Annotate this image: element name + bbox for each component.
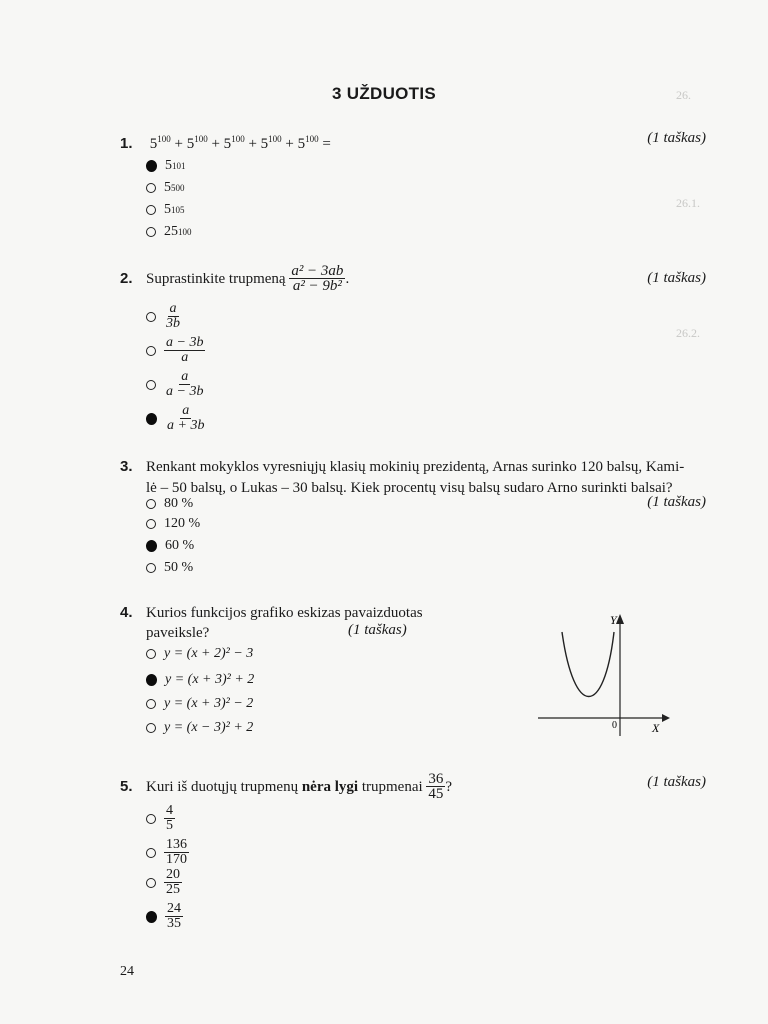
option-2c[interactable]: $\frac{a}{a - 3b}$ [146,370,205,399]
origin-label: 0 [612,720,617,731]
question-fraction: $\frac{\text{a² − 3ab}}{\text{a² − 9b²}}$ [291,263,344,294]
answer-bubble-filled[interactable] [146,160,157,172]
answer-bubble-filled[interactable] [146,413,157,425]
answer-bubble[interactable] [146,312,156,322]
question-stem-line1: Kurios funkcijos grafiko eskizas pavaizduotas [146,605,423,621]
option-1b[interactable]: 5 500 [146,180,185,196]
answer-bubble[interactable] [146,227,156,237]
option-2b[interactable]: $\frac{a - 3b}{a}$ [146,336,205,365]
points-label: (1 taškas) [647,130,706,146]
y-axis-label: Y [610,613,617,627]
answer-bubble[interactable] [146,205,156,215]
question-number: 4. [120,604,133,621]
page-number: 24 [120,964,134,979]
option-2d[interactable]: $\frac{a}{a + 3b}$ [146,404,206,433]
question-number: 3. [120,458,133,475]
answer-bubble[interactable] [146,499,156,509]
x-axis-label: X [652,721,660,735]
option-4a[interactable]: y = (x + 2)² − 3 [146,646,253,662]
answer-bubble[interactable] [146,346,156,356]
answer-bubble[interactable] [146,183,156,193]
option-5c[interactable]: $\frac{20}{25}$ [146,868,182,897]
option-4b[interactable]: y = (x + 3)² + 2 [146,672,254,688]
answer-bubble[interactable] [146,649,156,659]
answer-bubble[interactable] [146,848,156,858]
answer-bubble[interactable] [146,563,156,573]
question-stem-line2: lė – 50 balsų, o Lukas – 30 balsų. Kiek procentų visų balsų sudaro Arno surinkti balsai? [146,480,673,496]
question-stem-line2: paveiksle? [146,625,210,641]
y-axis-arrow [616,614,624,624]
option-3b[interactable]: 120 % [146,516,200,532]
option-5b[interactable]: $\frac{136}{170}$ [146,838,189,867]
answer-bubble[interactable] [146,519,156,529]
option-3a[interactable]: 80 % [146,496,193,512]
answer-bubble-filled[interactable] [146,911,157,923]
option-5d[interactable]: $\frac{24}{35}$ [146,902,183,931]
option-4c[interactable]: y = (x + 3)² − 2 [146,696,253,712]
question-1 [120,128,331,155]
option-4d[interactable]: y = (x − 3)² + 2 [146,720,253,736]
x-axis-arrow [662,714,670,722]
option-2a[interactable]: $\frac{a}{3b}$ [146,302,182,331]
question-4 [120,602,423,624]
option-1d[interactable]: 25 100 [146,224,192,240]
question-stem: $5^{100} + 5^{100} + 5^{100} + 5^{100} + 5^{100}$ = [149,134,331,152]
answer-bubble[interactable] [146,699,156,709]
parabola-graph [534,608,674,738]
question-number: 5. [120,777,133,795]
points-label: (1 taškas) [348,622,407,638]
answer-bubble-filled[interactable] [146,540,157,552]
question-number: 2. [120,269,133,287]
question-3 [120,456,684,478]
answer-bubble[interactable] [146,814,156,824]
emphasis-text: nėra lygi [301,778,359,795]
answer-bubble-filled[interactable] [146,674,157,686]
question-number: 1. [120,135,133,152]
option-3c[interactable]: 60 % [146,538,194,554]
points-label: (1 taškas) [647,494,706,510]
option-5a[interactable]: $\frac{4}{5}$ [146,804,175,833]
question-stem: Suprastinkite trupmeną [146,270,286,287]
answer-bubble[interactable] [146,723,156,733]
points-label: (1 taškas) [647,270,706,286]
option-1a[interactable]: 5 101 [146,158,186,174]
question-2: 2. Suprastinkite trupmeną $\frac{\text{a² − 3ab}}{\text{a² − 9b²}}$ . [120,263,350,294]
points-label: (1 taškas) [647,774,706,790]
question-5: 5. Kuri iš duotųjų trupmenų nėra lygi trupmenai $\frac{36}{45}$ ? [120,771,453,802]
page-title: 3 UŽDUOTIS [331,84,437,103]
question-fraction: $\frac{36}{45}$ [428,771,444,802]
answer-bubble[interactable] [146,878,156,888]
parabola-curve [562,632,614,697]
option-3d[interactable]: 50 % [146,560,193,576]
option-1c[interactable]: 5 105 [146,202,185,218]
question-stem-line1: Renkant mokyklos vyresniųjų klasių mokinių prezidentą, Arnas surinko 120 balsų, Kami- [146,459,685,475]
answer-bubble[interactable] [146,380,156,390]
